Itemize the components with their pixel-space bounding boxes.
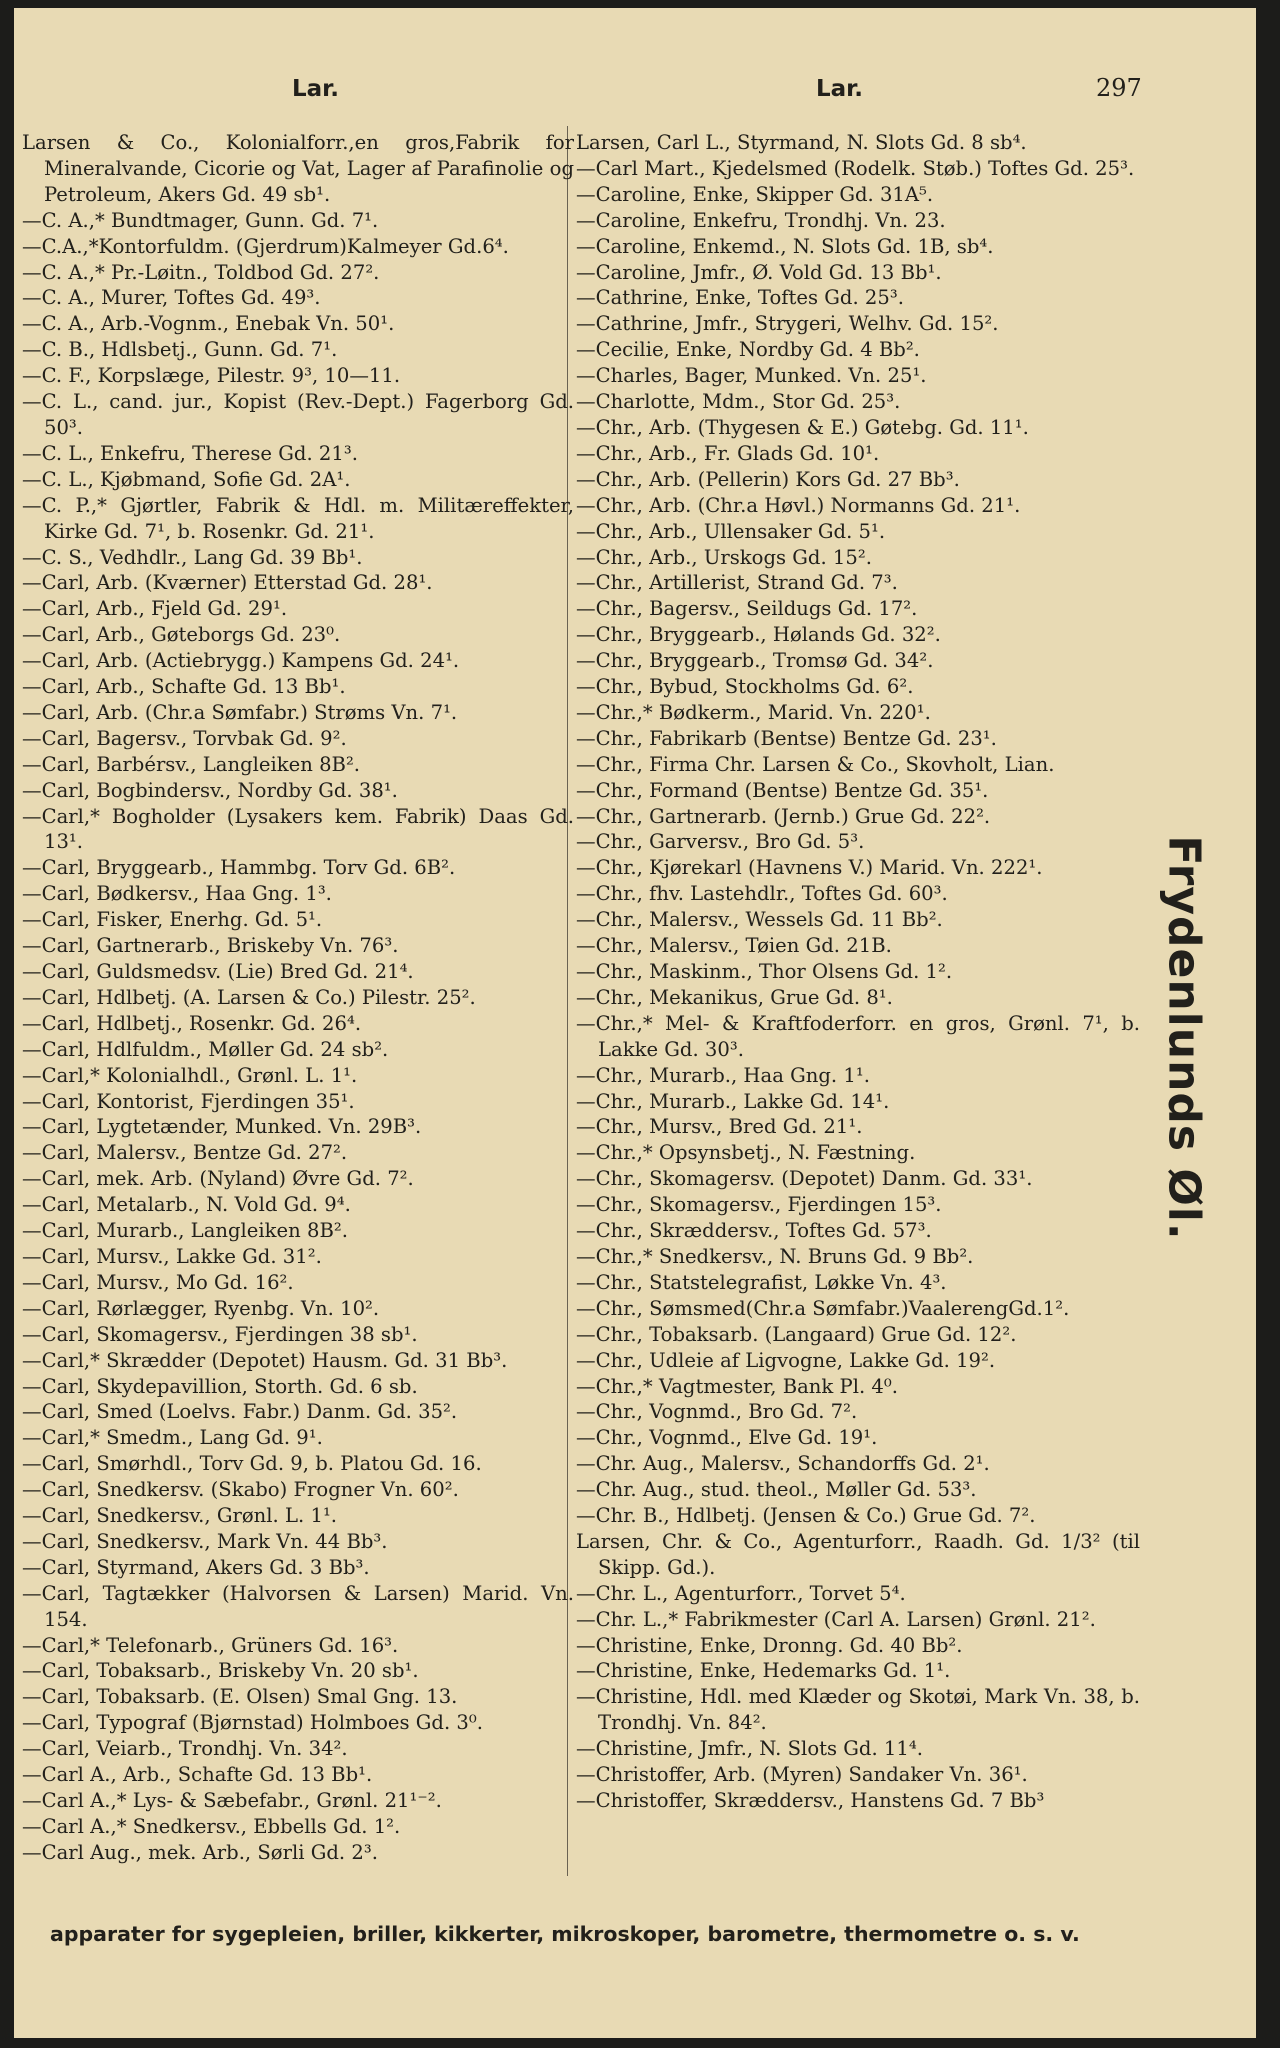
directory-entry: —Chr., Vognmd., Bro Gd. 7². [576, 1400, 858, 1424]
directory-entry: —Carl, Guldsmedsv. (Lie) Bred Gd. 21⁴. [22, 960, 414, 983]
directory-entry: —Carl, mek. Arb. (Nyland) Øvre Gd. 7². [22, 1167, 414, 1191]
directory-entry: —C. S., Vedhdlr., Lang Gd. 39 Bb¹. [22, 545, 363, 569]
directory-entry: —C. B., Hdlsbetj., Gunn. Gd. 7¹. [22, 338, 338, 362]
directory-entry: —Carl, Snedkersv., Grønl. L. 1¹. [22, 1504, 338, 1528]
directory-entry: —Carl, Arb., Gøteborgs Gd. 23⁰. [22, 623, 341, 647]
directory-entry: —Cathrine, Jmfr., Strygeri, Welhv. Gd. 15². [576, 312, 999, 336]
directory-entry: —Chr., Bryggearb., Hølands Gd. 32². [576, 623, 941, 647]
directory-entry: —Chr., Arb., Ullensaker Gd. 5¹. [576, 519, 886, 543]
directory-entry: —Chr., Gartnerarb. (Jernb.) Grue Gd. 22². [576, 804, 991, 828]
directory-entry: Larsen, Carl L., Styrmand, N. Slots Gd. 8 sb⁴. [576, 131, 1027, 154]
directory-entry: —Carl, Snedkersv. (Skabo) Frogner Vn. 60². [22, 1478, 459, 1502]
directory-entry: —Chr. Aug., Malersv., Schandorffs Gd. 2¹. [576, 1452, 990, 1476]
directory-entry: —Christine, Jmfr., N. Slots Gd. 11⁴. [576, 1737, 923, 1761]
directory-entry: —Carl, Hdlbetj., Rosenkr. Gd. 26⁴. [22, 1011, 362, 1035]
directory-entry: —C.A.,*Kontorfuldm. (Gjerdrum)Kalmeyer Gd.6⁴. [22, 234, 509, 258]
directory-entry: —Carl, Bogbindersv., Nordby Gd. 38¹. [22, 778, 398, 802]
directory-entry: —Carl, Bagersv., Torvbak Gd. 9². [22, 726, 347, 750]
directory-entry: —Chr., Arb. (Pellerin) Kors Gd. 27 Bb³. [576, 467, 960, 491]
directory-entry: —Charles, Bager, Munked. Vn. 25¹. [576, 364, 927, 388]
directory-entry: —Chr., fhv. Lastehdlr., Toftes Gd. 60³. [576, 882, 948, 906]
directory-entry: —Carl,* Skrædder (Depotet) Hausm. Gd. 31 Bb³. [22, 1348, 508, 1372]
directory-entry: —Chr. L.,* Fabrikmester (Carl A. Larsen) Grønl. 21². [576, 1607, 1096, 1631]
directory-entry: —Chr., Sømsmed(Chr.a Sømfabr.)VaalerengGd.1². [576, 1296, 1070, 1320]
directory-entry: Larsen & Co., Kolonialforr.,en gros,Fabrik for Mineralvande, Cicorie og Vat, Lager af Parafinolie og Petroleum, Akers Gd. 49 sb¹. [22, 131, 574, 206]
directory-entry: —Carl, Fisker, Enerhg. Gd. 5¹. [22, 908, 323, 932]
directory-entry: —Chr., Skomagersv. (Depotet) Danm. Gd. 33¹. [576, 1167, 1033, 1191]
directory-entry: —Chr., Bybud, Stockholms Gd. 6². [576, 675, 914, 699]
directory-entry: —Carl, Smed (Loelvs. Fabr.) Danm. Gd. 35². [22, 1400, 458, 1424]
directory-entry: —Carl, Metalarb., N. Vold Gd. 9⁴. [22, 1193, 351, 1217]
directory-entry: —Carl A., Arb., Schafte Gd. 13 Bb¹. [22, 1763, 373, 1787]
directory-entry: —C. A.,* Pr.-Løitn., Toldbod Gd. 27². [22, 260, 380, 284]
directory-entry: —Carl, Arb. (Chr.a Sømfabr.) Strøms Vn. 7¹. [22, 700, 458, 724]
directory-entry: —Carl, Gartnerarb., Briskeby Vn. 76³. [22, 934, 399, 958]
directory-entry: —Chr., Bryggearb., Tromsø Gd. 34². [576, 649, 934, 673]
directory-entry: —Chr.,* Mel- & Kraftfoderforr. en gros, Grønl. 7¹, b. Lakke Gd. 30³. [576, 1011, 1140, 1061]
directory-entry: —Carl, Barbérsv., Langleiken 8B². [22, 752, 361, 776]
directory-entry: —Carl, Tagtækker (Halvorsen & Larsen) Marid. Vn. 154. [22, 1581, 574, 1631]
directory-entry: —Chr., Mursv., Bred Gd. 21¹. [576, 1115, 863, 1139]
directory-entry: —Chr., Arb. (Chr.a Høvl.) Normanns Gd. 21¹. [576, 493, 1021, 517]
directory-entry: —Carl, Skomagersv., Fjerdingen 38 sb¹. [22, 1322, 418, 1346]
directory-entry: —Carl,* Smedm., Lang Gd. 9¹. [22, 1426, 323, 1450]
directory-entry: —Carl, Tobaksarb. (E. Olsen) Smal Gng. 13. [22, 1685, 458, 1709]
directory-entry: —Carl,* Bogholder (Lysakers kem. Fabrik) Daas Gd. 13¹. [22, 804, 574, 854]
directory-entry: —Caroline, Enkemd., N. Slots Gd. 1B, sb⁴. [576, 234, 994, 258]
directory-entry: —Carl, Snedkersv., Mark Vn. 44 Bb³. [22, 1529, 388, 1553]
directory-entry: —Chr. L., Agenturforr., Torvet 5⁴. [576, 1581, 906, 1605]
directory-entry: —C. A., Murer, Toftes Gd. 49³. [22, 286, 321, 310]
directory-entry: —Chr., Firma Chr. Larsen & Co., Skovholt, Lian. [576, 752, 1055, 776]
directory-entry: —Chr.,* Opsynsbetj., N. Fæstning. [576, 1141, 916, 1165]
directory-page [14, 8, 1256, 2038]
directory-entry: —Chr., Fabrikarb (Bentse) Bentze Gd. 23¹. [576, 726, 997, 750]
right-column-header: Lar. [816, 76, 863, 102]
directory-entry: —Chr., Murarb., Lakke Gd. 14¹. [576, 1089, 890, 1113]
directory-entry: —C. L., cand. jur., Kopist (Rev.-Dept.) Fagerborg Gd. 50³. [22, 390, 574, 439]
directory-entry: —Chr., Mekanikus, Grue Gd. 8¹. [576, 985, 893, 1009]
directory-entry: —Christine, Enke, Hedemarks Gd. 1¹. [576, 1659, 951, 1683]
directory-entry: —Carl,* Kolonialhdl., Grønl. L. 1¹. [22, 1063, 358, 1087]
directory-entry: —Chr. B., Hdlbetj. (Jensen & Co.) Grue Gd. 7². [576, 1504, 1036, 1528]
directory-entry: Larsen, Chr. & Co., Agenturforr., Raadh. Gd. 1/3² (til Skipp. Gd.). [576, 1529, 1140, 1579]
directory-entry: —Carl, Tobaksarb., Briskeby Vn. 20 sb¹. [22, 1659, 419, 1683]
directory-entry: —Chr. Aug., stud. theol., Møller Gd. 53³. [576, 1478, 977, 1502]
directory-entry: —Caroline, Enke, Skipper Gd. 31A⁵. [576, 182, 934, 206]
directory-entry: —Carl, Skydepavillion, Storth. Gd. 6 sb. [22, 1374, 418, 1398]
directory-entry: —Christoffer, Arb. (Myren) Sandaker Vn. 36¹. [576, 1763, 1028, 1787]
directory-entry: —Carl, Typograf (Bjørnstad) Holmboes Gd. 3⁰. [22, 1711, 483, 1735]
directory-entry: —Carl A.,* Lys- & Sæbefabr., Grønl. 21¹⁻². [22, 1789, 442, 1812]
directory-entry: —Carl, Murarb., Langleiken 8B². [22, 1219, 348, 1243]
directory-entry: —Carl, Hdlfuldm., Møller Gd. 24 sb². [22, 1037, 389, 1061]
directory-entry: —Carl, Arb. (Actiebrygg.) Kampens Gd. 24¹. [22, 649, 460, 673]
side-advertisement [1154, 835, 1214, 1241]
directory-entry: —Carl,* Telefonarb., Grüners Gd. 16³. [22, 1633, 399, 1657]
directory-entry: —Charlotte, Mdm., Stor Gd. 25³. [576, 390, 901, 414]
directory-entry: —Carl, Hdlbetj. (A. Larsen & Co.) Pilestr. 25². [22, 985, 476, 1009]
directory-entry: —Christine, Hdl. med Klæder og Skotøi, Mark Vn. 38, b. Trondhj. Vn. 84². [576, 1685, 1140, 1735]
side-advertisement-text: Frydenlunds Øl. [1158, 835, 1210, 1241]
directory-entry: —Christine, Enke, Dronng. Gd. 40 Bb². [576, 1633, 963, 1657]
directory-entry: —C. F., Korpslæge, Pilestr. 9³, 10—11. [22, 364, 401, 388]
directory-entry: —Caroline, Enkefru, Trondhj. Vn. 23. [576, 208, 946, 232]
directory-entry: —Chr., Skomagersv., Fjerdingen 15³. [576, 1193, 942, 1217]
directory-entry: —Chr., Vognmd., Elve Gd. 19¹. [576, 1426, 878, 1450]
directory-entry: —Chr., Skræddersv., Toftes Gd. 57³. [576, 1219, 932, 1243]
directory-entry: —Carl, Lygtetænder, Munked. Vn. 29B³. [22, 1115, 422, 1139]
directory-entry: —Carl, Arb., Schafte Gd. 13 Bb¹. [22, 675, 346, 699]
directory-entry: —Chr., Tobaksarb. (Langaard) Grue Gd. 12². [576, 1322, 1017, 1346]
directory-entry: —Carl Aug., mek. Arb., Sørli Gd. 2³. [22, 1840, 378, 1864]
directory-entry: —Chr., Arb., Fr. Glads Gd. 10¹. [576, 441, 880, 465]
directory-entry: —C. A.,* Bundtmager, Gunn. Gd. 7¹. [22, 208, 379, 232]
directory-entry: —Carl A.,* Snedkersv., Ebbells Gd. 1². [22, 1814, 401, 1838]
directory-entry: —Carl, Kontorist, Fjerdingen 35¹. [22, 1089, 355, 1113]
directory-entry: —Chr., Malersv., Wessels Gd. 11 Bb². [576, 908, 943, 932]
directory-entry: —Chr., Arb., Urskogs Gd. 15². [576, 545, 872, 569]
directory-entry: —Carl, Arb. (Kværner) Etterstad Gd. 28¹. [22, 571, 433, 595]
directory-entry: —Carl, Bødkersv., Haa Gng. 1³. [22, 882, 332, 906]
directory-entry: —Carl, Rørlægger, Ryenbg. Vn. 10². [22, 1296, 380, 1320]
directory-entry: —Chr.,* Snedkersv., N. Bruns Gd. 9 Bb². [576, 1244, 974, 1268]
directory-entry: —Chr., Arb. (Thygesen & E.) Gøtebg. Gd. 11¹. [576, 415, 1029, 439]
directory-entry: —C. L., Enkefru, Therese Gd. 21³. [22, 441, 358, 465]
directory-entry: —Carl, Smørhdl., Torv Gd. 9, b. Platou Gd. 16. [22, 1452, 482, 1476]
directory-entry: —C. A., Arb.-Vognm., Enebak Vn. 50¹. [22, 312, 395, 336]
directory-entry: —Carl Mart., Kjedelsmed (Rodelk. Støb.) Toftes Gd. 25³. [576, 156, 1135, 180]
right-column [576, 130, 1140, 1814]
directory-entry: —Carl, Arb., Fjeld Gd. 29¹. [22, 597, 288, 621]
directory-entry: —Chr., Murarb., Haa Gng. 1¹. [576, 1063, 870, 1087]
directory-entry: —Carl, Mursv., Mo Gd. 16². [22, 1270, 294, 1294]
directory-entry: —Chr.,* Vagtmester, Bank Pl. 4⁰. [576, 1374, 898, 1398]
directory-entry: —Christoffer, Skræddersv., Hanstens Gd. 7 Bb³ [576, 1789, 1045, 1812]
directory-entry: —Chr., Statstelegrafist, Løkke Vn. 4³. [576, 1270, 947, 1294]
directory-entry: —Carl, Styrmand, Akers Gd. 3 Bb³. [22, 1555, 370, 1579]
left-column-header: Lar. [292, 76, 339, 102]
directory-entry: —C. P.,* Gjørtler, Fabrik & Hdl. m. Militæreffekter, Kirke Gd. 7¹, b. Rosenkr. Gd. 21¹. [22, 493, 574, 543]
directory-entry: —Chr., Kjørekarl (Havnens V.) Marid. Vn. 222¹. [576, 856, 1043, 880]
directory-entry: —Chr., Artillerist, Strand Gd. 7³. [576, 571, 898, 595]
directory-entry: —Chr., Udleie af Ligvogne, Lakke Gd. 19². [576, 1348, 996, 1372]
footer-advertisement: apparater for sygepleien, briller, kikkerter, mikroskoper, barometre, thermometre o. s. v. [50, 1922, 1080, 1946]
directory-entry: —Carl, Bryggearb., Hammbg. Torv Gd. 6B². [22, 856, 456, 880]
directory-entry: —Chr.,* Bødkerm., Marid. Vn. 220¹. [576, 700, 931, 724]
directory-entry: —Chr., Maskinm., Thor Olsens Gd. 1². [576, 960, 953, 983]
directory-entry: —Chr., Malersv., Tøien Gd. 21B. [576, 934, 892, 958]
directory-entry: —Carl, Mursv., Lakke Gd. 31². [22, 1244, 322, 1268]
directory-entry: —Chr., Garversv., Bro Gd. 5³. [576, 830, 865, 854]
page-number: 297 [1096, 74, 1142, 102]
directory-entry: —Cathrine, Enke, Toftes Gd. 25³. [576, 286, 904, 310]
left-column [22, 130, 574, 1866]
directory-entry: —Chr., Formand (Bentse) Bentze Gd. 35¹. [576, 778, 989, 802]
directory-entry: —Caroline, Jmfr., Ø. Vold Gd. 13 Bb¹. [576, 260, 942, 284]
directory-entry: —Chr., Bagersv., Seildugs Gd. 17². [576, 597, 918, 621]
directory-entry: —Carl, Malersv., Bentze Gd. 27². [22, 1141, 348, 1165]
directory-entry: —C. L., Kjøbmand, Sofie Gd. 2A¹. [22, 467, 351, 491]
directory-entry: —Carl, Veiarb., Trondhj. Vn. 34². [22, 1737, 348, 1761]
directory-entry: —Cecilie, Enke, Nordby Gd. 4 Bb². [576, 338, 920, 362]
